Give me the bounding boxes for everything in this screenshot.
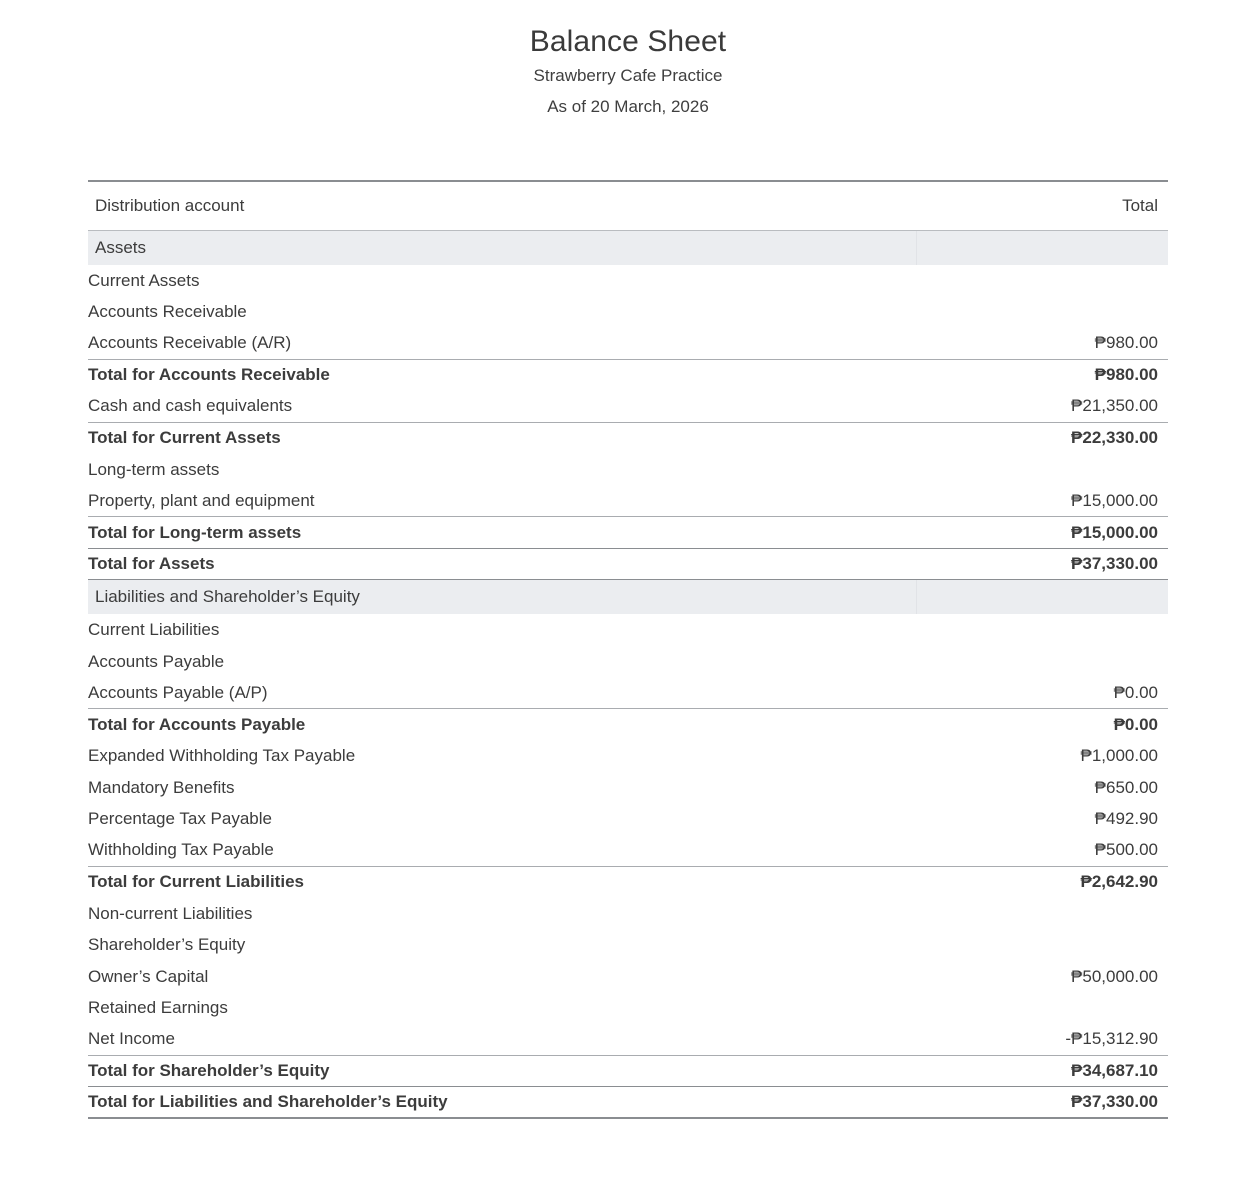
report-header <box>0 0 1256 123</box>
account-label: Percentage Tax Payable <box>88 809 272 829</box>
account-total-value <box>916 454 1168 486</box>
table-row <box>88 677 1168 709</box>
account-total-value: -₱15,312.90 <box>1065 1029 1158 1049</box>
table-row <box>88 803 1168 835</box>
account-label: Cash and cash equivalents <box>88 396 293 416</box>
account-total-value: ₱0.00 <box>1113 682 1158 702</box>
account-label: Mandatory Benefits <box>88 777 235 797</box>
table-row <box>88 646 1168 678</box>
account-label: Shareholder’s Equity <box>88 935 246 955</box>
table-row <box>88 548 1168 580</box>
account-label: Expanded Withholding Tax Payable <box>88 746 356 766</box>
table-row <box>88 709 1168 741</box>
account-label: Accounts Receivable <box>88 302 247 322</box>
table-row <box>88 835 1168 867</box>
account-label: Non-current Liabilities <box>88 903 253 923</box>
account-label: Withholding Tax Payable <box>88 840 274 860</box>
report-period: As of 20 March, 2026 <box>547 96 709 116</box>
table-row <box>88 580 1168 615</box>
table-row <box>88 961 1168 993</box>
account-label: Total for Assets <box>88 548 916 580</box>
account-label: Accounts Payable (A/P) <box>88 682 268 702</box>
account-label: Total for Long-term assets <box>88 517 916 549</box>
account-total-value: ₱1,000.00 <box>1080 746 1158 766</box>
account-total-value <box>916 230 1168 265</box>
table-row <box>88 265 1168 297</box>
account-total-value: ₱2,642.90 <box>916 866 1168 898</box>
table-row <box>88 391 1168 423</box>
account-label: Current Assets <box>88 270 200 290</box>
account-label: Long-term assets <box>88 459 220 479</box>
account-total-value <box>916 646 1168 678</box>
account-total-value: ₱37,330.00 <box>916 1087 1168 1119</box>
table-row <box>88 517 1168 549</box>
account-total-value: ₱21,350.00 <box>1071 396 1158 416</box>
account-total-value: ₱980.00 <box>916 359 1168 391</box>
account-label: Net Income <box>88 1029 175 1049</box>
table-row <box>88 422 1168 454</box>
table-row <box>88 328 1168 360</box>
account-total-value: ₱34,687.10 <box>916 1055 1168 1087</box>
table-row <box>88 898 1168 930</box>
table-header <box>88 181 1168 231</box>
account-label: Total for Current Liabilities <box>88 866 916 898</box>
account-total-value: ₱500.00 <box>1094 840 1158 860</box>
account-label: Retained Earnings <box>88 998 228 1018</box>
table-header-row <box>88 181 1168 231</box>
account-label: Accounts Receivable (A/R) <box>88 333 292 353</box>
account-label: Total for Shareholder’s Equity <box>88 1055 916 1087</box>
table-row <box>88 929 1168 961</box>
table-row <box>88 485 1168 517</box>
account-total-value: ₱15,000.00 <box>916 517 1168 549</box>
table-row <box>88 992 1168 1024</box>
account-total-value: ₱650.00 <box>1094 777 1158 797</box>
account-total-value <box>916 580 1168 615</box>
table-row <box>88 614 1168 646</box>
account-total-value: ₱980.00 <box>1094 333 1158 353</box>
account-total-value <box>916 265 1168 297</box>
table-row <box>88 772 1168 804</box>
account-label: Total for Liabilities and Shareholder’s Equity <box>88 1087 916 1119</box>
table-body <box>88 230 1168 1118</box>
balance-sheet-table-wrapper <box>88 123 1168 1120</box>
table-row <box>88 740 1168 772</box>
account-total-value <box>916 992 1168 1024</box>
account-total-value: ₱22,330.00 <box>916 422 1168 454</box>
account-label: Total for Accounts Receivable <box>88 359 916 391</box>
account-total-value: ₱37,330.00 <box>916 548 1168 580</box>
company-name: Strawberry Cafe Practice <box>533 66 723 85</box>
account-total-value: ₱15,000.00 <box>1071 490 1158 510</box>
table-row <box>88 1024 1168 1056</box>
table-row <box>88 230 1168 265</box>
table-row <box>88 1087 1168 1119</box>
page-title: Balance Sheet <box>529 25 727 58</box>
account-label: Accounts Payable <box>88 651 225 671</box>
account-total-value <box>916 898 1168 930</box>
table-row <box>88 296 1168 328</box>
table-row <box>88 454 1168 486</box>
account-label: Liabilities and Shareholder’s Equity <box>88 580 916 615</box>
account-total-value: ₱50,000.00 <box>1071 966 1158 986</box>
account-label: Total for Accounts Payable <box>88 709 916 741</box>
account-total-value <box>916 296 1168 328</box>
account-total-value: ₱492.90 <box>1094 809 1158 829</box>
account-total-value <box>916 614 1168 646</box>
account-total-value <box>916 929 1168 961</box>
account-total-value: ₱0.00 <box>916 709 1168 741</box>
column-header-account: Distribution account <box>88 181 916 231</box>
account-label: Assets <box>88 230 916 265</box>
table-row <box>88 866 1168 898</box>
column-header-total: Total <box>916 181 1168 231</box>
account-label: Owner’s Capital <box>88 966 209 986</box>
account-label: Property, plant and equipment <box>88 490 315 510</box>
balance-sheet-table <box>88 180 1168 1120</box>
account-label: Total for Current Assets <box>88 422 916 454</box>
table-row <box>88 1055 1168 1087</box>
table-row <box>88 359 1168 391</box>
account-label: Current Liabilities <box>88 620 220 640</box>
